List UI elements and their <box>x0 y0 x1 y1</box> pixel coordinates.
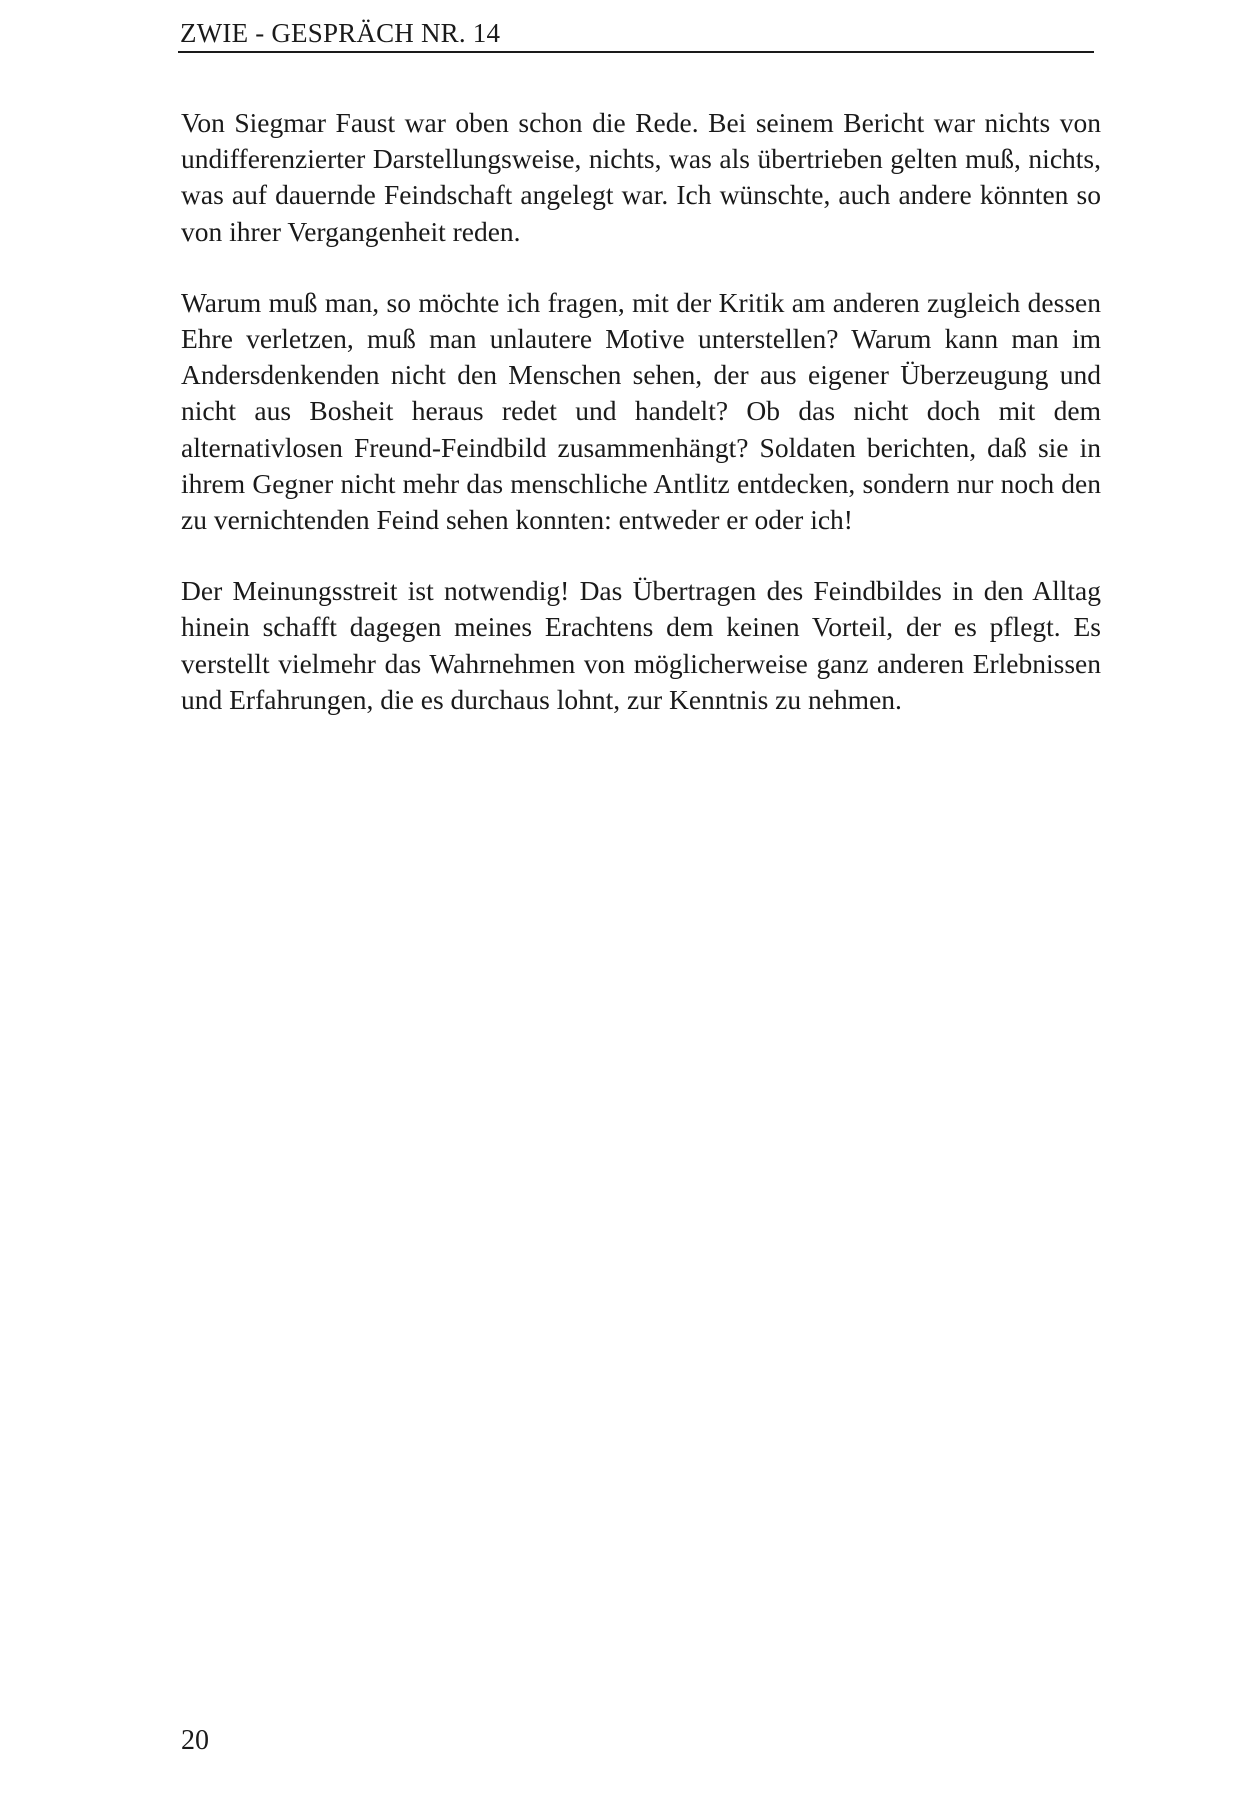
running-header: ZWIE - GESPRÄCH NR. 14 <box>180 18 501 48</box>
paragraph: Warum muß man, so möchte ich fragen, mit der Kritik am anderen zugleich dessen Ehre verletzen, muß man unlautere Motive unterstellen? Warum kann man im Andersdenkenden nicht den Menschen sehen, der aus eigener Überzeugung und nicht aus Bosheit heraus redet und handelt? Ob das nicht doch mit dem alternativlosen Freund-Feindbild zusammenhängt? Soldaten berichten, daß sie in ihrem Gegner nicht mehr das menschliche Antlitz entdecken, sondern nur noch den zu vernichtenden Feind sehen konnten: entweder er oder ich! <box>181 286 1101 536</box>
paragraph: Der Meinungsstreit ist notwendig! Das Übertragen des Feindbildes in den Alltag hinein schafft dagegen meines Erachtens dem keinen Vorteil, der es pflegt. Es verstellt vielmehr das Wahrnehmen von möglicherweise ganz anderen Erlebnissen und Erfahrungen, die es durchaus lohnt, zur Kenntnis zu nehmen. <box>181 575 1101 715</box>
paragraph: Von Siegmar Faust war oben schon die Rede. Bei seinem Bericht war nichts von undifferenzierter Darstellungsweise, nichts, was als übertrieben gelten muß, nichts, was auf dauernde Feindschaft angelegt war. Ich wünschte, auch andere könnten so von ihrer Vergangenheit reden. <box>181 107 1101 247</box>
body-text <box>181 105 1101 753</box>
header-rule <box>178 51 1094 53</box>
page-number: 20 <box>181 1725 209 1756</box>
